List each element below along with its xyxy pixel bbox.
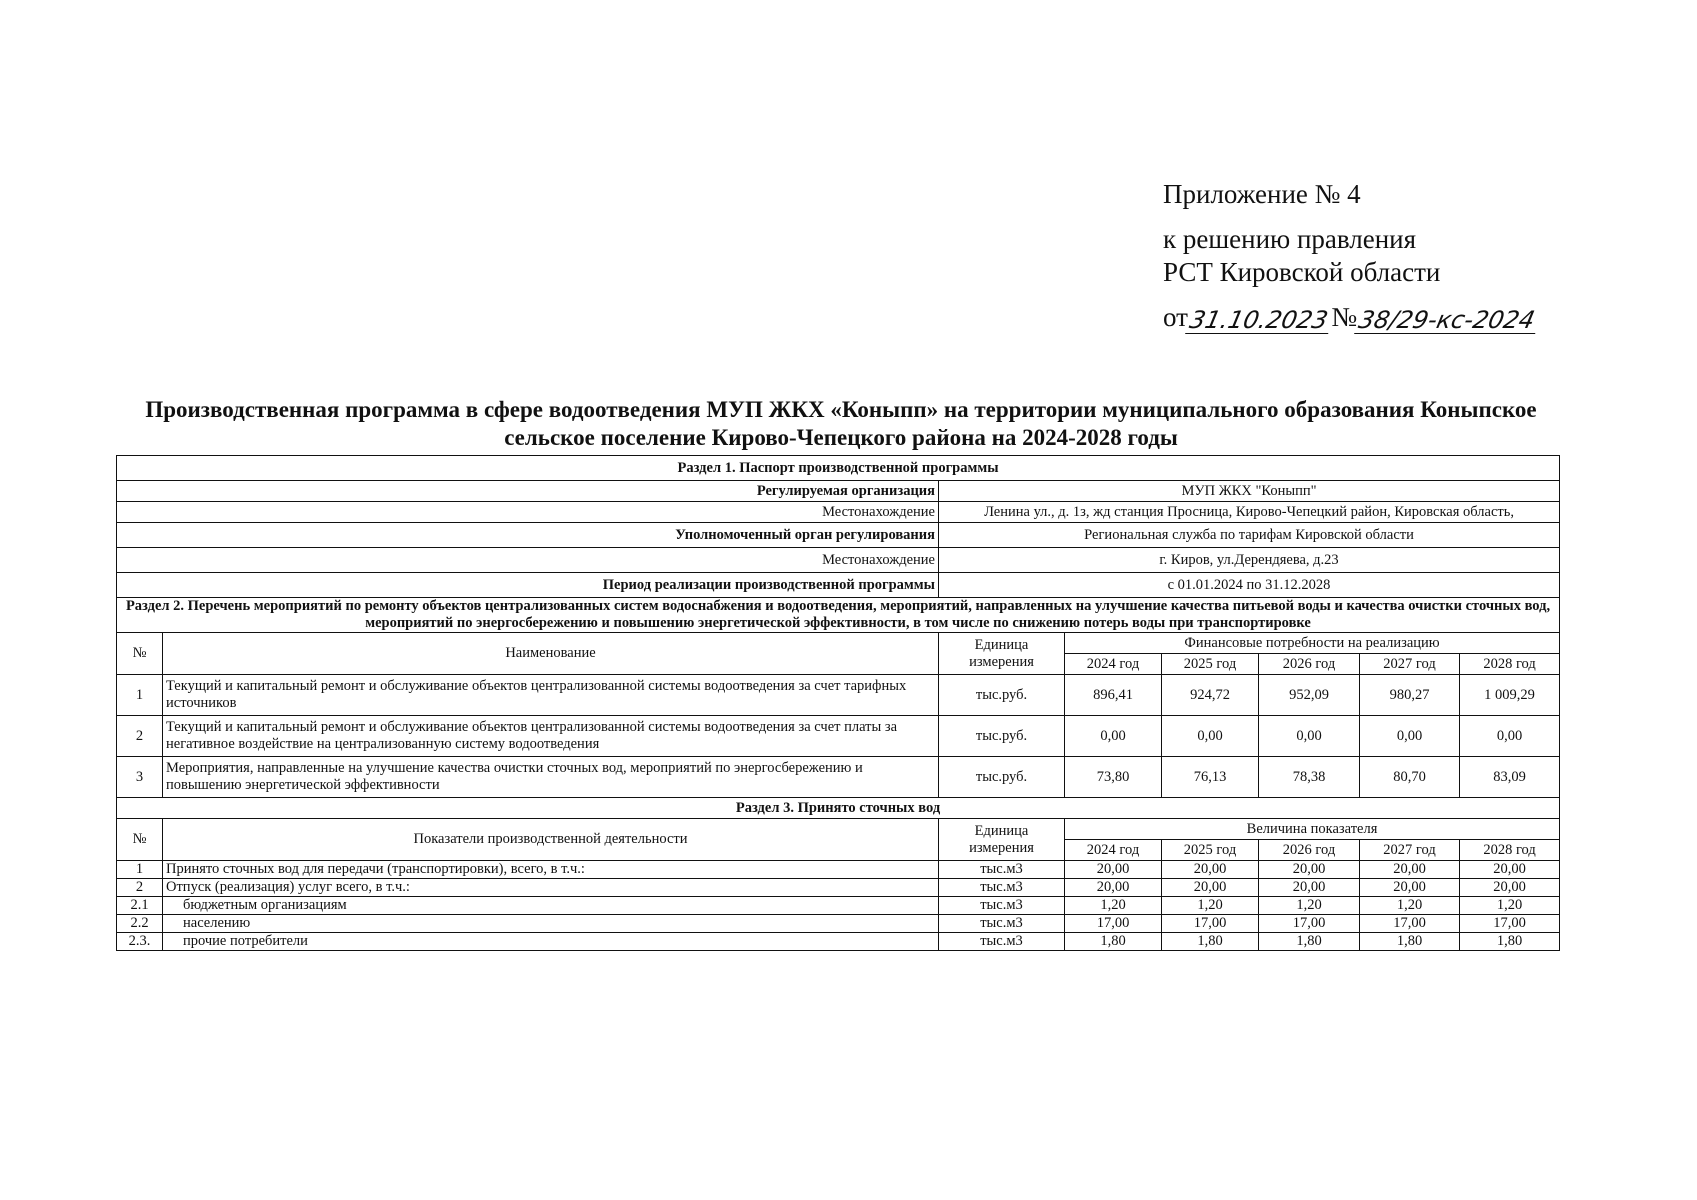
row-value-2024: 1,80 xyxy=(1065,933,1162,951)
s2-col-name: Наименование xyxy=(163,633,939,675)
row-value-2028: 20,00 xyxy=(1460,879,1560,897)
appendix-decision: к решению правления xyxy=(1163,224,1417,254)
row-value-2026: 17,00 xyxy=(1259,915,1360,933)
s1-value-regulator: Региональная служба по тарифам Кировской области xyxy=(939,523,1560,548)
row-value-2026: 952,09 xyxy=(1259,675,1360,716)
number-label: № xyxy=(1331,302,1358,332)
section2-header: Раздел 2. Перечень мероприятий по ремонту объектов централизованных систем водоснабжения и водоотведения, мероприятий, направленных на улучшение качества питьевой воды и качества очистки сточных вод, мероприятий по энергосбережению и повышению энергетической эффективности, в том числе по снижению потерь воды при транспортировке xyxy=(117,598,1560,633)
row-unit: тыс.м3 xyxy=(939,933,1065,951)
s3-year-2026: 2026 год xyxy=(1259,840,1360,861)
row-unit: тыс.руб. xyxy=(939,757,1065,798)
s1-value-regulator-location: г. Киров, ул.Дерендяева, д.23 xyxy=(939,548,1560,573)
s3-year-2028: 2028 год xyxy=(1460,840,1560,861)
s1-label-regulator-location: Местонахождение xyxy=(117,548,939,573)
row-value-2025: 1,20 xyxy=(1162,897,1259,915)
row-name: Текущий и капитальный ремонт и обслуживание объектов централизованной системы водоотведения за счет тарифных источников xyxy=(163,675,939,716)
row-value-2028: 17,00 xyxy=(1460,915,1560,933)
s1-value-location: Ленина ул., д. 1з, жд станция Просница, Кирово-Чепецкий район, Кировская область, xyxy=(939,502,1560,523)
s3-year-2024: 2024 год xyxy=(1065,840,1162,861)
section3-header: Раздел 3. Принято сточных вод xyxy=(117,798,1560,819)
s2-row-3 xyxy=(117,757,1560,798)
s2-row-1 xyxy=(117,675,1560,716)
s2-col-group: Финансовые потребности на реализацию xyxy=(1065,633,1560,654)
row-name: прочие потребители xyxy=(163,933,939,951)
row-value-2025: 20,00 xyxy=(1162,861,1259,879)
s1-label-org: Регулируемая организация xyxy=(117,481,939,502)
s1-value-org: МУП ЖКХ "Коныпп" xyxy=(939,481,1560,502)
s3-col-group: Величина показателя xyxy=(1065,819,1560,840)
row-value-2024: 896,41 xyxy=(1065,675,1162,716)
s3-col-no: № xyxy=(117,819,163,861)
row-unit: тыс.м3 xyxy=(939,897,1065,915)
s3-col-name: Показатели производственной деятельности xyxy=(163,819,939,861)
s3-row-2 xyxy=(117,879,1560,897)
row-value-2027: 1,80 xyxy=(1360,933,1460,951)
s2-year-2027: 2027 год xyxy=(1360,654,1460,675)
s3-row-1 xyxy=(117,861,1560,879)
row-value-2025: 1,80 xyxy=(1162,933,1259,951)
row-value-2027: 17,00 xyxy=(1360,915,1460,933)
row-value-2025: 76,13 xyxy=(1162,757,1259,798)
row-no: 2.3. xyxy=(117,933,163,951)
row-value-2026: 20,00 xyxy=(1259,879,1360,897)
row-value-2027: 980,27 xyxy=(1360,675,1460,716)
s2-year-2024: 2024 год xyxy=(1065,654,1162,675)
s1-label-period: Период реализации производственной программы xyxy=(117,573,939,598)
row-value-2027: 80,70 xyxy=(1360,757,1460,798)
s3-row-2-1 xyxy=(117,897,1560,915)
row-value-2026: 78,38 xyxy=(1259,757,1360,798)
handwritten-date: 31.10.2023 xyxy=(1185,307,1334,334)
row-value-2028: 1 009,29 xyxy=(1460,675,1560,716)
row-value-2024: 73,80 xyxy=(1065,757,1162,798)
row-no: 2 xyxy=(117,879,163,897)
s2-year-2025: 2025 год xyxy=(1162,654,1259,675)
row-name: Текущий и капитальный ремонт и обслуживание объектов централизованной системы водоотведения за счет платы за негативное воздействие на централизованную систему водоотведения xyxy=(163,716,939,757)
row-value-2028: 83,09 xyxy=(1460,757,1560,798)
from-label: от xyxy=(1163,302,1188,332)
row-value-2024: 17,00 xyxy=(1065,915,1162,933)
row-no: 3 xyxy=(117,757,163,798)
row-value-2024: 20,00 xyxy=(1065,879,1162,897)
s1-value-period: с 01.01.2024 по 31.12.2028 xyxy=(939,573,1560,598)
row-value-2026: 1,80 xyxy=(1259,933,1360,951)
s2-row-2 xyxy=(117,716,1560,757)
row-name: населению xyxy=(163,915,939,933)
s3-year-2027: 2027 год xyxy=(1360,840,1460,861)
row-unit: тыс.руб. xyxy=(939,675,1065,716)
row-name: бюджетным организациям xyxy=(163,897,939,915)
row-value-2028: 1,20 xyxy=(1460,897,1560,915)
row-name: Мероприятия, направленные на улучшение качества очистки сточных вод, мероприятий по энергосбережению и повышению энергетической эффективности xyxy=(163,757,939,798)
program-table xyxy=(116,455,1560,951)
row-no: 1 xyxy=(117,675,163,716)
row-unit: тыс.м3 xyxy=(939,915,1065,933)
s2-year-2026: 2026 год xyxy=(1259,654,1360,675)
s3-row-2-2 xyxy=(117,915,1560,933)
row-name: Отпуск (реализация) услуг всего, в т.ч.: xyxy=(163,879,939,897)
row-unit: тыс.м3 xyxy=(939,879,1065,897)
row-value-2025: 924,72 xyxy=(1162,675,1259,716)
s2-col-no: № xyxy=(117,633,163,675)
row-value-2028: 1,80 xyxy=(1460,933,1560,951)
row-unit: тыс.руб. xyxy=(939,716,1065,757)
row-unit: тыс.м3 xyxy=(939,861,1065,879)
s2-col-unit: Единица измерения xyxy=(939,633,1065,675)
row-value-2025: 17,00 xyxy=(1162,915,1259,933)
row-value-2027: 20,00 xyxy=(1360,861,1460,879)
row-no: 2.2 xyxy=(117,915,163,933)
row-value-2026: 1,20 xyxy=(1259,897,1360,915)
document-title: Производственная программа в сфере водоотведения МУП ЖКХ «Коныпп» на территории муниципального образования Коныпское сельское поселение Кирово-Чепецкого района на 2024-2028 годы xyxy=(145,397,1537,450)
row-value-2024: 0,00 xyxy=(1065,716,1162,757)
row-value-2026: 20,00 xyxy=(1259,861,1360,879)
appendix-block xyxy=(1163,178,1538,334)
row-value-2026: 0,00 xyxy=(1259,716,1360,757)
row-no: 2.1 xyxy=(117,897,163,915)
s1-label-location: Местонахождение xyxy=(117,502,939,523)
appendix-number: Приложение № 4 xyxy=(1163,179,1361,209)
row-value-2024: 1,20 xyxy=(1065,897,1162,915)
row-value-2028: 0,00 xyxy=(1460,716,1560,757)
row-no: 2 xyxy=(117,716,163,757)
s2-year-2028: 2028 год xyxy=(1460,654,1560,675)
s3-col-unit: Единица измерения xyxy=(939,819,1065,861)
s3-year-2025: 2025 год xyxy=(1162,840,1259,861)
row-value-2025: 20,00 xyxy=(1162,879,1259,897)
row-value-2025: 0,00 xyxy=(1162,716,1259,757)
handwritten-number: 38/29-кс-2024 xyxy=(1354,307,1541,334)
section1-header: Раздел 1. Паспорт производственной программы xyxy=(117,456,1560,481)
row-name: Принято сточных вод для передачи (транспортировки), всего, в т.ч.: xyxy=(163,861,939,879)
row-value-2027: 20,00 xyxy=(1360,879,1460,897)
row-value-2027: 1,20 xyxy=(1360,897,1460,915)
row-value-2028: 20,00 xyxy=(1460,861,1560,879)
row-value-2027: 0,00 xyxy=(1360,716,1460,757)
row-no: 1 xyxy=(117,861,163,879)
row-value-2024: 20,00 xyxy=(1065,861,1162,879)
appendix-date-line xyxy=(1163,301,1538,334)
appendix-authority: РСТ Кировской области xyxy=(1163,257,1441,287)
s1-label-regulator: Уполномоченный орган регулирования xyxy=(117,523,939,548)
s3-row-2-3 xyxy=(117,933,1560,951)
